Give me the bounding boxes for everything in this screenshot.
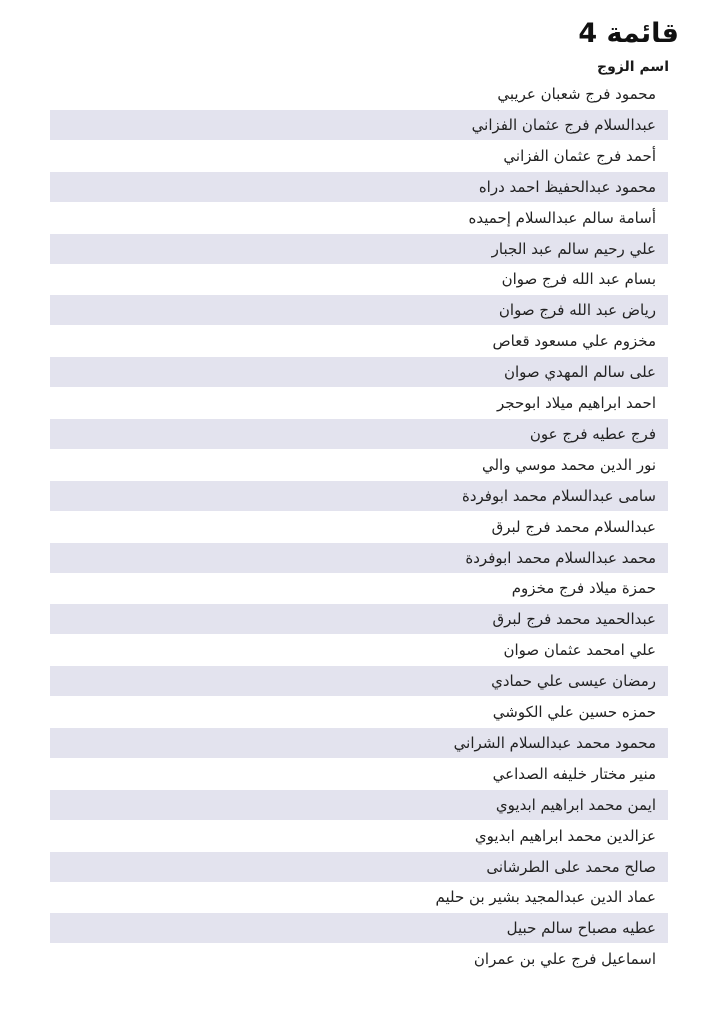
husband-name: سامى عبدالسلام محمد ابوفردة xyxy=(461,486,656,505)
husband-name: فرج عطيه فرج عون xyxy=(529,424,656,443)
husband-name: احمد ابراهيم ميلاد ابوحجر xyxy=(496,394,656,412)
husband-name: عبدالسلام محمد فرج لبرق xyxy=(491,517,656,536)
list-item xyxy=(50,604,668,634)
list-item xyxy=(50,419,668,449)
column-header: اسم الزوج xyxy=(597,59,669,75)
husband-name: صالح محمد على الطرشانى xyxy=(486,857,656,876)
husband-name: محمود فرج شعبان عريبي xyxy=(497,85,656,103)
husband-name: اسماعيل فرج علي بن عمران xyxy=(473,950,656,969)
list-item xyxy=(50,79,668,109)
husband-name: مخزوم علي مسعود قعاص xyxy=(492,332,656,351)
list-item xyxy=(50,388,668,418)
husband-name: علي امحمد عثمان صوان xyxy=(503,641,656,660)
husband-name: عبدالسلام فرج عثمان الفزاني xyxy=(471,115,656,134)
list-item xyxy=(50,512,668,542)
husband-name: رياض عبد الله فرج صوان xyxy=(498,301,656,320)
husband-name: عطيه مصباح سالم حبيل xyxy=(506,919,656,938)
husband-name: أسامة سالم عبدالسلام إحميده xyxy=(468,208,656,227)
list-item xyxy=(50,666,668,696)
list-item xyxy=(50,203,668,233)
husband-name: نور الدين محمد موسي والي xyxy=(481,455,656,474)
list-item xyxy=(50,110,668,140)
husband-name: محمود محمد عبدالسلام الشراني xyxy=(453,733,656,752)
page-title: قائمة 4 xyxy=(578,18,679,49)
husband-name: منير مختار خليفه الصداعي xyxy=(492,764,656,783)
list-item xyxy=(50,326,668,356)
list-item xyxy=(50,543,668,573)
husband-name: رمضان عيسى علي حمادي xyxy=(491,672,656,691)
husband-name: عماد الدين عبدالمجيد بشير بن حليم xyxy=(435,888,656,907)
list-item xyxy=(50,852,668,882)
list-item xyxy=(50,728,668,758)
list-item xyxy=(50,697,668,727)
list-item xyxy=(50,913,668,943)
list-item xyxy=(50,264,668,294)
list-item xyxy=(50,573,668,603)
husband-name: عبدالحميد محمد فرج لبرق xyxy=(492,610,656,629)
husband-name: أحمد فرج عثمان الفزاني xyxy=(503,146,656,165)
list-item xyxy=(50,821,668,851)
husband-name: حمزه حسين علي الكوشي xyxy=(492,703,656,721)
list-item xyxy=(50,295,668,325)
list-item xyxy=(50,141,668,171)
list-item xyxy=(50,172,668,202)
list-item xyxy=(50,234,668,264)
list-item xyxy=(50,882,668,912)
husband-name: ايمن محمد ابراهيم ابديوي xyxy=(495,795,656,814)
husband-name: علي رحيم سالم عبد الجبار xyxy=(491,239,656,258)
husband-name: حمزة ميلاد فرج مخزوم xyxy=(511,579,656,598)
husband-name: بسام عبد الله فرج صوان xyxy=(501,270,656,289)
list-item xyxy=(50,790,668,820)
husband-name: عزالدين محمد ابراهيم ابديوي xyxy=(474,826,656,845)
list-item xyxy=(50,450,668,480)
husband-name: محمد عبدالسلام محمد ابوفردة xyxy=(465,548,656,567)
list-item xyxy=(50,635,668,665)
husband-name: محمود عبدالحفيظ احمد دراه xyxy=(478,177,656,196)
list-item xyxy=(50,759,668,789)
list-item xyxy=(50,944,668,974)
husband-name: على سالم المهدي صوان xyxy=(503,363,656,382)
list-item xyxy=(50,481,668,511)
list-item xyxy=(50,357,668,387)
